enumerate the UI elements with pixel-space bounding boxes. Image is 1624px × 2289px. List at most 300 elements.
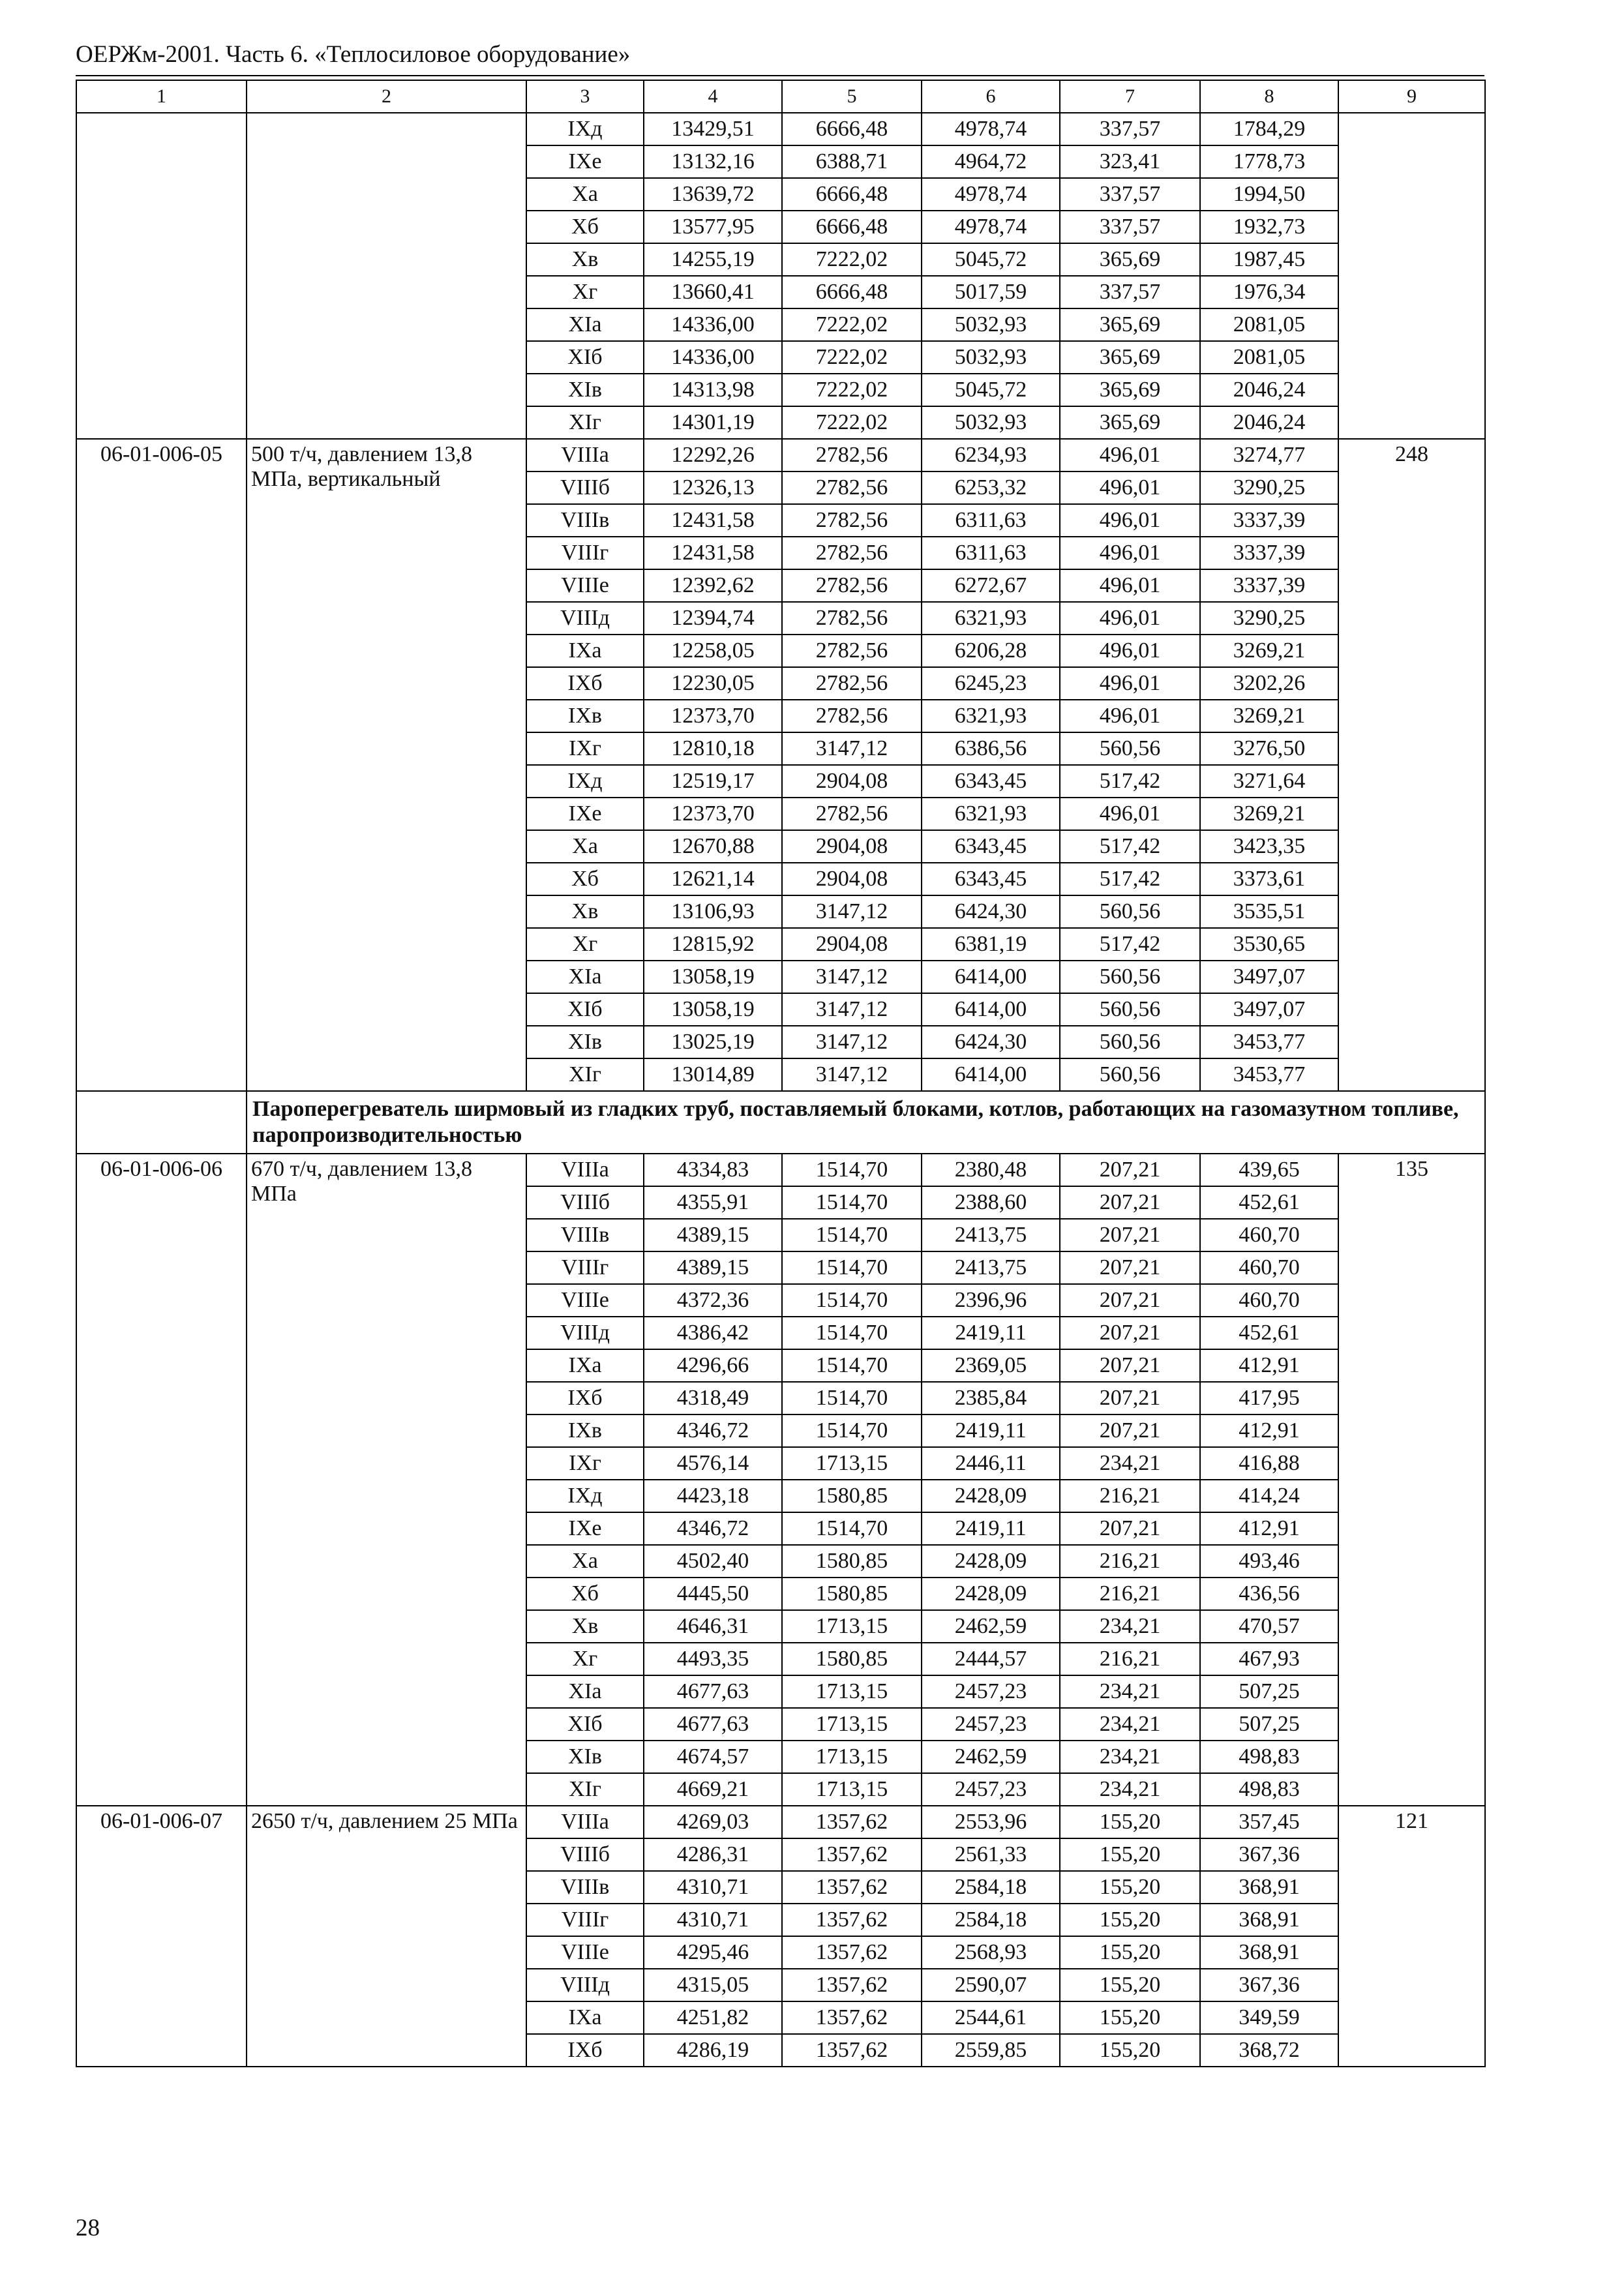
machinist-wages-cell: 517,42 xyxy=(1060,830,1200,863)
materials-cell: 1976,34 xyxy=(1200,276,1338,308)
machines-cell: 2568,93 xyxy=(922,1936,1060,1969)
wages-cell: 7222,02 xyxy=(782,308,922,341)
zone-cell: IXа xyxy=(526,1349,644,1382)
total-cost-cell: 4286,19 xyxy=(644,2034,782,2067)
machinist-wages-cell: 560,56 xyxy=(1060,895,1200,928)
wages-cell: 1357,62 xyxy=(782,2001,922,2034)
materials-cell: 3497,07 xyxy=(1200,993,1338,1026)
wages-cell: 1580,85 xyxy=(782,1643,922,1675)
materials-cell: 498,83 xyxy=(1200,1773,1338,1806)
total-cost-cell: 4355,91 xyxy=(644,1186,782,1219)
machinist-wages-cell: 496,01 xyxy=(1060,471,1200,504)
page-number: 28 xyxy=(76,2215,100,2241)
table-row xyxy=(76,439,1485,471)
zone-cell: IXд xyxy=(526,113,644,145)
materials-cell: 3337,39 xyxy=(1200,537,1338,569)
rate-code: 06-01-006-07 xyxy=(76,1806,247,2067)
zone-cell: Xб xyxy=(526,1578,644,1610)
machinist-wages-cell: 560,56 xyxy=(1060,1026,1200,1058)
machinist-wages-cell: 496,01 xyxy=(1060,700,1200,732)
machinist-wages-cell: 337,57 xyxy=(1060,211,1200,243)
rate-description: 500 т/ч, давлением 13,8 МПа, вертикальный xyxy=(247,439,526,1091)
total-cost-cell: 14313,98 xyxy=(644,374,782,406)
machines-cell: 6343,45 xyxy=(922,765,1060,798)
column-header-6: 6 xyxy=(922,80,1060,113)
zone-cell: IXб xyxy=(526,1382,644,1414)
machines-cell: 6414,00 xyxy=(922,961,1060,993)
machinist-wages-cell: 155,20 xyxy=(1060,1838,1200,1871)
machines-cell: 2457,23 xyxy=(922,1708,1060,1741)
column-header-4: 4 xyxy=(644,80,782,113)
materials-cell: 507,25 xyxy=(1200,1708,1338,1741)
zone-cell: VIIIв xyxy=(526,504,644,537)
zone-cell: VIIIд xyxy=(526,1317,644,1349)
machines-cell: 5032,93 xyxy=(922,308,1060,341)
total-cost-cell: 4576,14 xyxy=(644,1447,782,1480)
zone-cell: Xб xyxy=(526,863,644,895)
machinist-wages-cell: 207,21 xyxy=(1060,1512,1200,1545)
machines-cell: 6311,63 xyxy=(922,537,1060,569)
materials-cell: 498,83 xyxy=(1200,1741,1338,1773)
machinist-wages-cell: 365,69 xyxy=(1060,341,1200,374)
wages-cell: 2782,56 xyxy=(782,798,922,830)
zone-cell: Xб xyxy=(526,211,644,243)
zone-cell: XIа xyxy=(526,961,644,993)
column-header-8: 8 xyxy=(1200,80,1338,113)
materials-cell: 412,91 xyxy=(1200,1349,1338,1382)
wages-cell: 6388,71 xyxy=(782,145,922,178)
machinist-wages-cell: 207,21 xyxy=(1060,1219,1200,1251)
materials-cell: 3290,25 xyxy=(1200,471,1338,504)
machines-cell: 5032,93 xyxy=(922,341,1060,374)
machines-cell: 2584,18 xyxy=(922,1871,1060,1904)
materials-cell: 1778,73 xyxy=(1200,145,1338,178)
machines-cell: 6206,28 xyxy=(922,635,1060,667)
materials-cell: 1987,45 xyxy=(1200,243,1338,276)
machines-cell: 2559,85 xyxy=(922,2034,1060,2067)
zone-cell: Xв xyxy=(526,1610,644,1643)
machinist-wages-cell: 496,01 xyxy=(1060,569,1200,602)
zone-cell: Xв xyxy=(526,895,644,928)
zone-cell: Xв xyxy=(526,243,644,276)
machines-cell: 4978,74 xyxy=(922,211,1060,243)
wages-cell: 1713,15 xyxy=(782,1610,922,1643)
materials-cell: 3337,39 xyxy=(1200,504,1338,537)
machinist-wages-cell: 155,20 xyxy=(1060,1969,1200,2001)
document-header: ОЕРЖм-2001. Часть 6. «Теплосиловое оборудование» xyxy=(76,41,631,68)
wages-cell: 1580,85 xyxy=(782,1578,922,1610)
materials-cell: 3530,65 xyxy=(1200,928,1338,961)
materials-cell: 470,57 xyxy=(1200,1610,1338,1643)
rate-code: 06-01-006-06 xyxy=(76,1154,247,1806)
wages-cell: 2904,08 xyxy=(782,928,922,961)
zone-cell: Xг xyxy=(526,276,644,308)
total-cost-cell: 4677,63 xyxy=(644,1675,782,1708)
total-cost-cell: 12815,92 xyxy=(644,928,782,961)
materials-cell: 1932,73 xyxy=(1200,211,1338,243)
zone-cell: VIIIе xyxy=(526,1284,644,1317)
materials-cell: 3337,39 xyxy=(1200,569,1338,602)
labor-norm: 248 xyxy=(1338,439,1485,1091)
materials-cell: 368,91 xyxy=(1200,1871,1338,1904)
wages-cell: 6666,48 xyxy=(782,178,922,211)
materials-cell: 368,91 xyxy=(1200,1904,1338,1936)
zone-cell: IXг xyxy=(526,1447,644,1480)
machinist-wages-cell: 496,01 xyxy=(1060,537,1200,569)
machines-cell: 2444,57 xyxy=(922,1643,1060,1675)
column-header-5: 5 xyxy=(782,80,922,113)
machinist-wages-cell: 234,21 xyxy=(1060,1741,1200,1773)
machinist-wages-cell: 517,42 xyxy=(1060,928,1200,961)
wages-cell: 1514,70 xyxy=(782,1512,922,1545)
zone-cell: XIа xyxy=(526,308,644,341)
machinist-wages-cell: 337,57 xyxy=(1060,113,1200,145)
machines-cell: 2413,75 xyxy=(922,1219,1060,1251)
machines-cell: 2385,84 xyxy=(922,1382,1060,1414)
machines-cell: 2544,61 xyxy=(922,2001,1060,2034)
zone-cell: XIв xyxy=(526,1026,644,1058)
machines-cell: 2419,11 xyxy=(922,1512,1060,1545)
wages-cell: 7222,02 xyxy=(782,341,922,374)
zone-cell: XIб xyxy=(526,993,644,1026)
rate-description xyxy=(247,113,526,439)
total-cost-cell: 4334,83 xyxy=(644,1154,782,1186)
machinist-wages-cell: 337,57 xyxy=(1060,276,1200,308)
wages-cell: 2782,56 xyxy=(782,439,922,471)
wages-cell: 1514,70 xyxy=(782,1251,922,1284)
total-cost-cell: 4372,36 xyxy=(644,1284,782,1317)
machinist-wages-cell: 234,21 xyxy=(1060,1773,1200,1806)
machinist-wages-cell: 560,56 xyxy=(1060,961,1200,993)
materials-cell: 357,45 xyxy=(1200,1806,1338,1838)
total-cost-cell: 13106,93 xyxy=(644,895,782,928)
machines-cell: 6414,00 xyxy=(922,993,1060,1026)
materials-cell: 3269,21 xyxy=(1200,700,1338,732)
zone-cell: IXд xyxy=(526,765,644,798)
zone-cell: IXа xyxy=(526,2001,644,2034)
total-cost-cell: 12670,88 xyxy=(644,830,782,863)
zone-cell: XIг xyxy=(526,1773,644,1806)
wages-cell: 1357,62 xyxy=(782,1969,922,2001)
header-rule xyxy=(76,75,1484,76)
machinist-wages-cell: 155,20 xyxy=(1060,1806,1200,1838)
machinist-wages-cell: 207,21 xyxy=(1060,1251,1200,1284)
rates-table xyxy=(76,80,1486,2067)
machines-cell: 4978,74 xyxy=(922,113,1060,145)
section-spacer xyxy=(76,1091,247,1154)
machinist-wages-cell: 517,42 xyxy=(1060,765,1200,798)
wages-cell: 2904,08 xyxy=(782,863,922,895)
materials-cell: 3535,51 xyxy=(1200,895,1338,928)
wages-cell: 1514,70 xyxy=(782,1317,922,1349)
zone-cell: IXг xyxy=(526,732,644,765)
total-cost-cell: 12621,14 xyxy=(644,863,782,895)
machines-cell: 6386,56 xyxy=(922,732,1060,765)
machinist-wages-cell: 207,21 xyxy=(1060,1382,1200,1414)
machines-cell: 2446,11 xyxy=(922,1447,1060,1480)
zone-cell: XIг xyxy=(526,406,644,439)
total-cost-cell: 4315,05 xyxy=(644,1969,782,2001)
wages-cell: 1713,15 xyxy=(782,1675,922,1708)
machines-cell: 4964,72 xyxy=(922,145,1060,178)
machines-cell: 2457,23 xyxy=(922,1773,1060,1806)
machinist-wages-cell: 216,21 xyxy=(1060,1545,1200,1578)
total-cost-cell: 4251,82 xyxy=(644,2001,782,2034)
materials-cell: 3274,77 xyxy=(1200,439,1338,471)
wages-cell: 1580,85 xyxy=(782,1545,922,1578)
materials-cell: 412,91 xyxy=(1200,1512,1338,1545)
materials-cell: 2081,05 xyxy=(1200,308,1338,341)
machines-cell: 2419,11 xyxy=(922,1317,1060,1349)
machines-cell: 2413,75 xyxy=(922,1251,1060,1284)
machinist-wages-cell: 560,56 xyxy=(1060,993,1200,1026)
machines-cell: 6414,00 xyxy=(922,1058,1060,1091)
materials-cell: 3276,50 xyxy=(1200,732,1338,765)
total-cost-cell: 4423,18 xyxy=(644,1480,782,1512)
rate-description: 2650 т/ч, давлением 25 МПа xyxy=(247,1806,526,2067)
zone-cell: IXб xyxy=(526,2034,644,2067)
machinist-wages-cell: 496,01 xyxy=(1060,504,1200,537)
zone-cell: VIIIа xyxy=(526,439,644,471)
wages-cell: 3147,12 xyxy=(782,1058,922,1091)
zone-cell: VIIIб xyxy=(526,471,644,504)
total-cost-cell: 4669,21 xyxy=(644,1773,782,1806)
materials-cell: 507,25 xyxy=(1200,1675,1338,1708)
total-cost-cell: 12431,58 xyxy=(644,537,782,569)
wages-cell: 1713,15 xyxy=(782,1447,922,1480)
wages-cell: 1357,62 xyxy=(782,1871,922,1904)
materials-cell: 460,70 xyxy=(1200,1284,1338,1317)
materials-cell: 417,95 xyxy=(1200,1382,1338,1414)
machines-cell: 6343,45 xyxy=(922,863,1060,895)
zone-cell: VIIIе xyxy=(526,1936,644,1969)
labor-norm xyxy=(1338,113,1485,439)
total-cost-cell: 13660,41 xyxy=(644,276,782,308)
machines-cell: 6234,93 xyxy=(922,439,1060,471)
zone-cell: VIIIа xyxy=(526,1154,644,1186)
machinist-wages-cell: 155,20 xyxy=(1060,1871,1200,1904)
machinist-wages-cell: 234,21 xyxy=(1060,1447,1200,1480)
machinist-wages-cell: 207,21 xyxy=(1060,1154,1200,1186)
zone-cell: VIIIг xyxy=(526,1251,644,1284)
machinist-wages-cell: 234,21 xyxy=(1060,1708,1200,1741)
materials-cell: 3423,35 xyxy=(1200,830,1338,863)
machines-cell: 2369,05 xyxy=(922,1349,1060,1382)
wages-cell: 1713,15 xyxy=(782,1773,922,1806)
zone-cell: Xа xyxy=(526,1545,644,1578)
table-body xyxy=(76,80,1485,2067)
machinist-wages-cell: 216,21 xyxy=(1060,1578,1200,1610)
total-cost-cell: 12230,05 xyxy=(644,667,782,700)
total-cost-cell: 4318,49 xyxy=(644,1382,782,1414)
machines-cell: 2462,59 xyxy=(922,1741,1060,1773)
materials-cell: 460,70 xyxy=(1200,1219,1338,1251)
total-cost-cell: 4389,15 xyxy=(644,1219,782,1251)
total-cost-cell: 14255,19 xyxy=(644,243,782,276)
wages-cell: 2782,56 xyxy=(782,537,922,569)
wages-cell: 2782,56 xyxy=(782,471,922,504)
total-cost-cell: 12373,70 xyxy=(644,700,782,732)
column-header-3: 3 xyxy=(526,80,644,113)
wages-cell: 2782,56 xyxy=(782,569,922,602)
zone-cell: VIIIд xyxy=(526,1969,644,2001)
materials-cell: 452,61 xyxy=(1200,1317,1338,1349)
wages-cell: 6666,48 xyxy=(782,113,922,145)
wages-cell: 1357,62 xyxy=(782,1904,922,1936)
machinist-wages-cell: 207,21 xyxy=(1060,1414,1200,1447)
zone-cell: XIа xyxy=(526,1675,644,1708)
total-cost-cell: 12258,05 xyxy=(644,635,782,667)
wages-cell: 1357,62 xyxy=(782,2034,922,2067)
machines-cell: 6321,93 xyxy=(922,602,1060,635)
rate-code: 06-01-006-05 xyxy=(76,439,247,1091)
total-cost-cell: 4296,66 xyxy=(644,1349,782,1382)
total-cost-cell: 4346,72 xyxy=(644,1512,782,1545)
zone-cell: Xг xyxy=(526,928,644,961)
table-row xyxy=(76,1154,1485,1186)
materials-cell: 368,91 xyxy=(1200,1936,1338,1969)
zone-cell: XIв xyxy=(526,1741,644,1773)
wages-cell: 2782,56 xyxy=(782,635,922,667)
materials-cell: 2046,24 xyxy=(1200,406,1338,439)
total-cost-cell: 13429,51 xyxy=(644,113,782,145)
table-row xyxy=(76,113,1485,145)
materials-cell: 3202,26 xyxy=(1200,667,1338,700)
materials-cell: 3453,77 xyxy=(1200,1058,1338,1091)
materials-cell: 493,46 xyxy=(1200,1545,1338,1578)
section-title: Пароперегреватель ширмовый из гладких труб, поставляемый блоками, котлов, работающих на газомазутном топливе, паропроизводительностью xyxy=(247,1091,1485,1154)
machinist-wages-cell: 365,69 xyxy=(1060,374,1200,406)
section-row xyxy=(76,1091,1485,1154)
machines-cell: 2584,18 xyxy=(922,1904,1060,1936)
machinist-wages-cell: 365,69 xyxy=(1060,406,1200,439)
wages-cell: 7222,02 xyxy=(782,374,922,406)
zone-cell: IXв xyxy=(526,1414,644,1447)
machinist-wages-cell: 323,41 xyxy=(1060,145,1200,178)
machines-cell: 2553,96 xyxy=(922,1806,1060,1838)
wages-cell: 1514,70 xyxy=(782,1284,922,1317)
wages-cell: 1357,62 xyxy=(782,1936,922,1969)
machinist-wages-cell: 365,69 xyxy=(1060,308,1200,341)
wages-cell: 6666,48 xyxy=(782,211,922,243)
machinist-wages-cell: 234,21 xyxy=(1060,1675,1200,1708)
total-cost-cell: 4286,31 xyxy=(644,1838,782,1871)
machines-cell: 2561,33 xyxy=(922,1838,1060,1871)
total-cost-cell: 4389,15 xyxy=(644,1251,782,1284)
wages-cell: 3147,12 xyxy=(782,895,922,928)
materials-cell: 3269,21 xyxy=(1200,798,1338,830)
machines-cell: 6311,63 xyxy=(922,504,1060,537)
total-cost-cell: 13577,95 xyxy=(644,211,782,243)
machines-cell: 6381,19 xyxy=(922,928,1060,961)
zone-cell: VIIIб xyxy=(526,1186,644,1219)
machinist-wages-cell: 207,21 xyxy=(1060,1284,1200,1317)
zone-cell: Xг xyxy=(526,1643,644,1675)
total-cost-cell: 4674,57 xyxy=(644,1741,782,1773)
zone-cell: VIIIб xyxy=(526,1838,644,1871)
machines-cell: 2428,09 xyxy=(922,1480,1060,1512)
zone-cell: IXб xyxy=(526,667,644,700)
machines-cell: 5032,93 xyxy=(922,406,1060,439)
machinist-wages-cell: 155,20 xyxy=(1060,2001,1200,2034)
machinist-wages-cell: 207,21 xyxy=(1060,1186,1200,1219)
machines-cell: 2590,07 xyxy=(922,1969,1060,2001)
machines-cell: 6321,93 xyxy=(922,798,1060,830)
machinist-wages-cell: 155,20 xyxy=(1060,1904,1200,1936)
machinist-wages-cell: 560,56 xyxy=(1060,1058,1200,1091)
zone-cell: IXв xyxy=(526,700,644,732)
machines-cell: 6245,23 xyxy=(922,667,1060,700)
machines-cell: 6424,30 xyxy=(922,895,1060,928)
rate-code xyxy=(76,113,247,439)
total-cost-cell: 12519,17 xyxy=(644,765,782,798)
zone-cell: XIб xyxy=(526,341,644,374)
materials-cell: 1784,29 xyxy=(1200,113,1338,145)
column-header-2: 2 xyxy=(247,80,526,113)
machines-cell: 2388,60 xyxy=(922,1186,1060,1219)
machinist-wages-cell: 560,56 xyxy=(1060,732,1200,765)
materials-cell: 460,70 xyxy=(1200,1251,1338,1284)
machines-cell: 6321,93 xyxy=(922,700,1060,732)
machines-cell: 2457,23 xyxy=(922,1675,1060,1708)
zone-cell: VIIIг xyxy=(526,1904,644,1936)
machines-cell: 2396,96 xyxy=(922,1284,1060,1317)
machinist-wages-cell: 496,01 xyxy=(1060,635,1200,667)
machines-cell: 6424,30 xyxy=(922,1026,1060,1058)
zone-cell: VIIIв xyxy=(526,1871,644,1904)
wages-cell: 1357,62 xyxy=(782,1806,922,1838)
zone-cell: IXд xyxy=(526,1480,644,1512)
total-cost-cell: 12394,74 xyxy=(644,602,782,635)
wages-cell: 7222,02 xyxy=(782,406,922,439)
wages-cell: 3147,12 xyxy=(782,732,922,765)
wages-cell: 2904,08 xyxy=(782,830,922,863)
wages-cell: 1514,70 xyxy=(782,1349,922,1382)
column-header-1: 1 xyxy=(76,80,247,113)
materials-cell: 414,24 xyxy=(1200,1480,1338,1512)
machines-cell: 6253,32 xyxy=(922,471,1060,504)
column-header-row xyxy=(76,80,1485,113)
materials-cell: 412,91 xyxy=(1200,1414,1338,1447)
materials-cell: 349,59 xyxy=(1200,2001,1338,2034)
materials-cell: 1994,50 xyxy=(1200,178,1338,211)
column-header-9: 9 xyxy=(1338,80,1485,113)
wages-cell: 3147,12 xyxy=(782,961,922,993)
materials-cell: 3269,21 xyxy=(1200,635,1338,667)
materials-cell: 452,61 xyxy=(1200,1186,1338,1219)
labor-norm: 121 xyxy=(1338,1806,1485,2067)
total-cost-cell: 4310,71 xyxy=(644,1904,782,1936)
wages-cell: 1357,62 xyxy=(782,1838,922,1871)
total-cost-cell: 4346,72 xyxy=(644,1414,782,1447)
materials-cell: 367,36 xyxy=(1200,1969,1338,2001)
machinist-wages-cell: 517,42 xyxy=(1060,863,1200,895)
wages-cell: 1713,15 xyxy=(782,1708,922,1741)
total-cost-cell: 4493,35 xyxy=(644,1643,782,1675)
zone-cell: IXа xyxy=(526,635,644,667)
machines-cell: 2462,59 xyxy=(922,1610,1060,1643)
zone-cell: IXе xyxy=(526,798,644,830)
wages-cell: 1514,70 xyxy=(782,1186,922,1219)
materials-cell: 2081,05 xyxy=(1200,341,1338,374)
materials-cell: 439,65 xyxy=(1200,1154,1338,1186)
total-cost-cell: 14301,19 xyxy=(644,406,782,439)
total-cost-cell: 4269,03 xyxy=(644,1806,782,1838)
table-row xyxy=(76,1806,1485,1838)
wages-cell: 1514,70 xyxy=(782,1414,922,1447)
materials-cell: 467,93 xyxy=(1200,1643,1338,1675)
machinist-wages-cell: 496,01 xyxy=(1060,667,1200,700)
